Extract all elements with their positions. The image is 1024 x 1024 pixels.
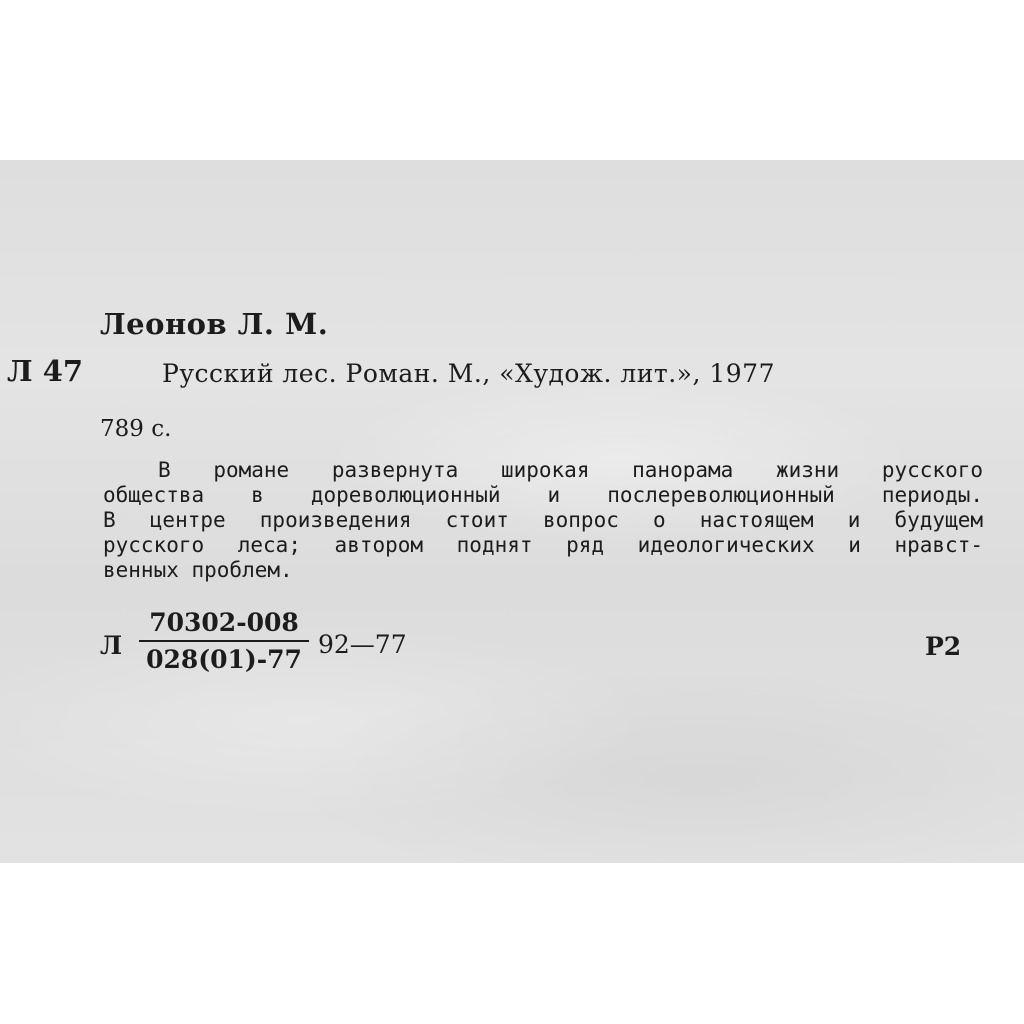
author-name: Леонов Л. М. [100,307,329,341]
index-denominator: 028(01)-77 [146,645,302,674]
library-code: Л 47 [7,354,84,388]
index-suffix: 92—77 [318,630,407,659]
price-code: Р2 [925,632,962,661]
abstract-line: В романе развернута широкая панорама жизни русского [158,458,983,482]
abstract-line: общества в дореволюционный и послереволюционный периоды. [103,483,983,507]
abstract-line: русского леса; автором поднят ряд идеологических и нравст- [103,533,983,557]
abstract-line: В центре произведения стоит вопрос о настоящем и будущем [103,508,983,532]
catalog-card [0,160,1024,863]
title-imprint-line: Русский лес. Роман. М., «Худож. лит.», 1977 [162,359,775,388]
page-count: 789 с. [100,416,172,442]
abstract-line: венных проблем. [103,558,293,582]
abstract-text [103,458,983,583]
index-fraction [139,610,309,672]
index-letter: Л [100,631,123,660]
index-numerator: 70302-008 [139,610,309,642]
